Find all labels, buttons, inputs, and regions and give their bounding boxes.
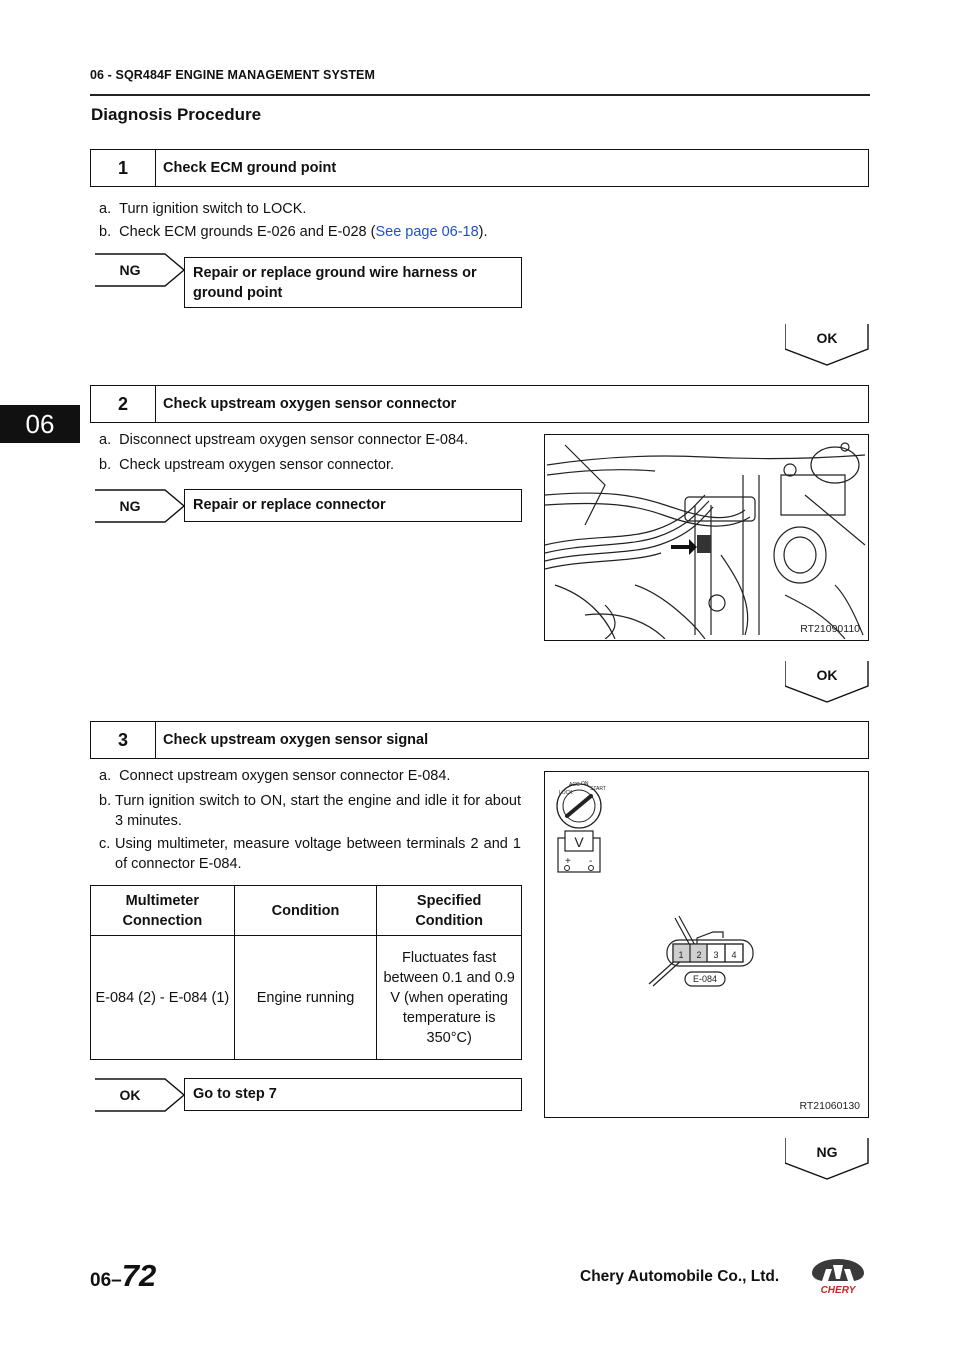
ignition-switch-icon [557, 781, 606, 828]
step-1-ok-tag: OK [785, 324, 869, 366]
step-3-instruction-a: a. Connect upstream oxygen sensor connector E-084. [99, 768, 451, 784]
step-3-ok-tag: OK [95, 1078, 185, 1112]
step-1-number: 1 [91, 150, 156, 186]
step-2-number: 2 [91, 386, 156, 422]
svg-text:ON: ON [581, 781, 589, 787]
step-2-ok-tag: OK [785, 661, 869, 703]
step-3-instruction-c: c. Using multimeter, measure voltage between terminals 2 and 1 of connector E-084. [99, 836, 521, 872]
spec-header-connection: Multimeter Connection [91, 886, 235, 936]
step-1-title: Check ECM ground point [163, 160, 337, 176]
svg-text:START: START [590, 786, 606, 792]
svg-text:3: 3 [713, 950, 719, 960]
header-rule [90, 94, 870, 96]
svg-text:E-084: E-084 [692, 974, 718, 984]
step-1-ng-action: Repair or replace ground wire harness or ground point [184, 257, 522, 308]
arrow-pointer-icon [671, 539, 697, 555]
step-3-image-code: RT21060130 [799, 1100, 860, 1112]
spec-table [90, 885, 522, 1060]
header-title: 06 - SQR484F ENGINE MANAGEMENT SYSTEM [90, 68, 375, 82]
svg-text:-: - [589, 856, 593, 867]
step-2-header [90, 385, 869, 423]
step-2-instruction-b: b. Check upstream oxygen sensor connector. [99, 457, 394, 473]
step-3-header [90, 721, 869, 759]
company-name: Chery Automobile Co., Ltd. [580, 1268, 780, 1285]
chapter-side-tab: 06 [0, 405, 80, 443]
page-number: 06–72 [90, 1258, 157, 1293]
spec-cell-specified: Fluctuates fast between 0.1 and 0.9 V (when operating temperature is 350°C) [377, 936, 522, 1060]
svg-text:LOCK: LOCK [559, 790, 573, 796]
step-2-image-code: RT21090110 [800, 623, 860, 635]
multimeter-connector-illustration [544, 771, 869, 1118]
table-row [91, 936, 522, 1060]
svg-text:2: 2 [696, 950, 702, 960]
step-1-ng-tag: NG [95, 253, 185, 287]
step-2-instruction-a: a. Disconnect upstream oxygen sensor connector E-084. [99, 432, 469, 448]
step-2-ng-action: Repair or replace connector [184, 489, 522, 522]
step-3-title: Check upstream oxygen sensor signal [163, 732, 429, 748]
step-1-instruction-a: a. Turn ignition switch to LOCK. [99, 201, 307, 217]
svg-text:4: 4 [731, 950, 737, 960]
spec-header-specified: Specified Condition [377, 886, 522, 936]
voltmeter-icon [558, 831, 600, 872]
chery-logo [806, 1257, 870, 1295]
multimeter-connector-drawing [545, 772, 867, 1116]
spec-cell-condition: Engine running [234, 936, 377, 1060]
svg-text:CHERY: CHERY [820, 1285, 856, 1295]
step-1-header [90, 149, 869, 187]
svg-text:ACC: ACC [569, 782, 580, 788]
svg-text:1: 1 [678, 950, 684, 960]
spec-header-condition: Condition [234, 886, 377, 936]
step-3-ok-action: Go to step 7 [184, 1078, 522, 1111]
step-2-ng-tag: NG [95, 489, 185, 523]
svg-text:V: V [574, 834, 584, 850]
step-3-number: 3 [91, 722, 156, 758]
spec-cell-connection: E-084 (2) - E-084 (1) [91, 936, 235, 1060]
svg-text:+: + [565, 856, 571, 867]
step-3-ng-tag: NG [785, 1138, 869, 1180]
step-3-instruction-b: b. Turn ignition switch to ON, start the engine and idle it for about 3 minutes. [99, 793, 521, 829]
engine-bay-illustration [544, 434, 869, 641]
step-2-title: Check upstream oxygen sensor connector [163, 396, 457, 412]
see-page-link[interactable]: See page 06-18 [375, 224, 479, 240]
section-title: Diagnosis Procedure [91, 105, 262, 124]
spec-table-header-row [91, 886, 522, 936]
step-1-instruction-b: b. Check ECM grounds E-026 and E-028 (See page 06-18). [99, 224, 488, 240]
engine-bay-drawing [545, 435, 867, 639]
chery-logo-icon [806, 1257, 870, 1295]
